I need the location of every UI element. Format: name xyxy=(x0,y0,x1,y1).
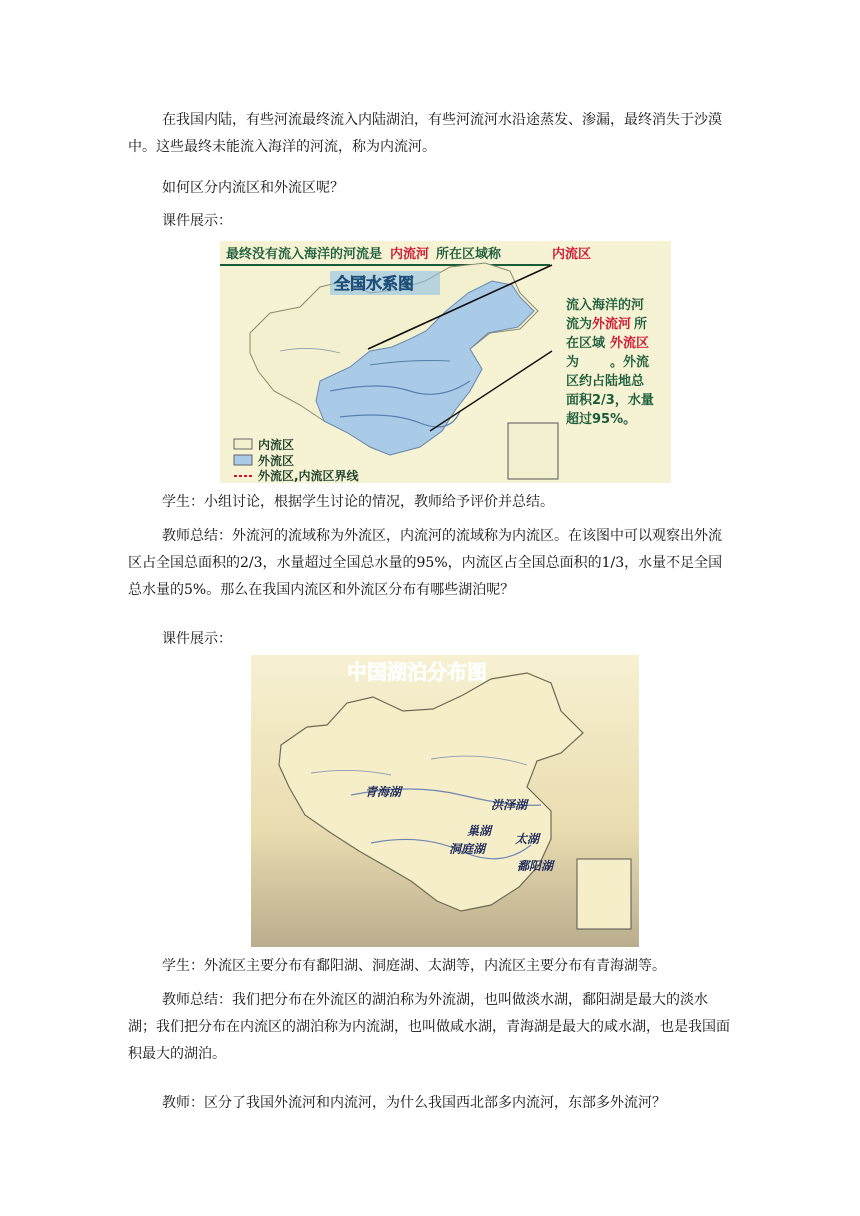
lake-label-tai: 太湖 xyxy=(515,832,540,846)
lake-map-svg xyxy=(251,655,639,947)
paragraph-teacher-question: 教师：区分了我国外流河和内流河，为什么我国西北部多内流河，东部多外流河？ xyxy=(162,1095,666,1111)
drainage-map-svg xyxy=(220,241,671,483)
note-line-2b: 外流河 xyxy=(592,317,632,332)
legend-inland: 内流区 xyxy=(258,438,295,452)
legend-swatch-inland xyxy=(234,439,252,449)
legend-boundary: 外流区,内流区界线 xyxy=(258,469,359,483)
map-top-text-a: 最终没有流入海洋的河流是 xyxy=(226,247,383,262)
paragraph-intro: 在我国内陆，有些河流最终流入内陆湖泊，有些河流河水沿途蒸发、渗漏，最终消失于沙漠中。这些最终未能流入海洋的河流，称为内流河。 xyxy=(128,112,722,155)
lake-map-title: 中国湖泊分布图 xyxy=(347,660,487,684)
map-title: 全国水系图 xyxy=(334,274,415,293)
lake-label-chao: 巢湖 xyxy=(467,824,492,838)
paragraph-teacher-summary-2: 教师总结：我们把分布在外流区的湖泊称为外流湖，也叫做淡水湖，鄱阳湖是最大的淡水湖；我们把分布在内流区的湖泊称为内流湖，也叫做咸水湖，青海湖是最大的咸水湖，也是我国面积最大的湖泊。 xyxy=(128,992,730,1062)
note-line-2c: 所 xyxy=(634,317,648,332)
lake-label-qinghai: 青海湖 xyxy=(365,785,402,799)
lake-map-figure xyxy=(251,655,639,947)
paragraph-question: 如何区分内流区和外流区呢？ xyxy=(162,180,344,196)
note-line-4b: 。外流 xyxy=(610,355,650,370)
south-sea-inset xyxy=(508,423,558,479)
legend-outflow: 外流区 xyxy=(258,454,295,468)
map-top-text-red: 内流河 xyxy=(390,247,430,262)
note-line-3b: 外流区 xyxy=(610,336,650,351)
paragraph-courseware-1: 课件展示： xyxy=(162,213,232,229)
paragraph-student-1: 学生：小组讨论，根据学生讨论的情况，教师给予评价并总结。 xyxy=(162,494,554,510)
lake-label-dongting: 洞庭湖 xyxy=(449,842,486,856)
paragraph-teacher-summary-1: 教师总结：外流河的流域称为外流区，内流河的流域称为内流区。在该图中可以观察出外流区占全国总面积的2/3，水量超过全国总水量的95%，内流区占全国总面积的1/3，水量不足全国总水量的5%。那么在我国内流区和外流区分布有哪些湖泊呢？ xyxy=(128,528,723,598)
legend-swatch-outflow xyxy=(234,455,252,465)
paragraph-courseware-2: 课件展示： xyxy=(162,631,232,647)
note-line-1: 流入海洋的河 xyxy=(566,298,645,313)
lake-label-hongze: 洪泽湖 xyxy=(491,798,528,812)
note-line-6: 面积2/3，水量 xyxy=(566,393,654,408)
map-top-text-b: 所在区域称 xyxy=(436,247,502,262)
south-sea-inset-2 xyxy=(577,859,631,929)
paragraph-student-2: 学生：外流区主要分布有鄱阳湖、洞庭湖、太湖等，内流区主要分布有青海湖等。 xyxy=(162,958,666,974)
lake-label-poyang: 鄱阳湖 xyxy=(517,859,554,873)
drainage-map-figure xyxy=(220,241,671,483)
note-line-4a: 为 xyxy=(566,355,580,370)
inland-area-label: 内流区 xyxy=(552,247,592,262)
note-line-2a: 流为 xyxy=(566,317,593,332)
note-line-3a: 在区域 xyxy=(566,336,606,351)
note-line-7: 超过95%。 xyxy=(566,412,637,427)
note-line-5: 区约占陆地总 xyxy=(566,374,645,389)
